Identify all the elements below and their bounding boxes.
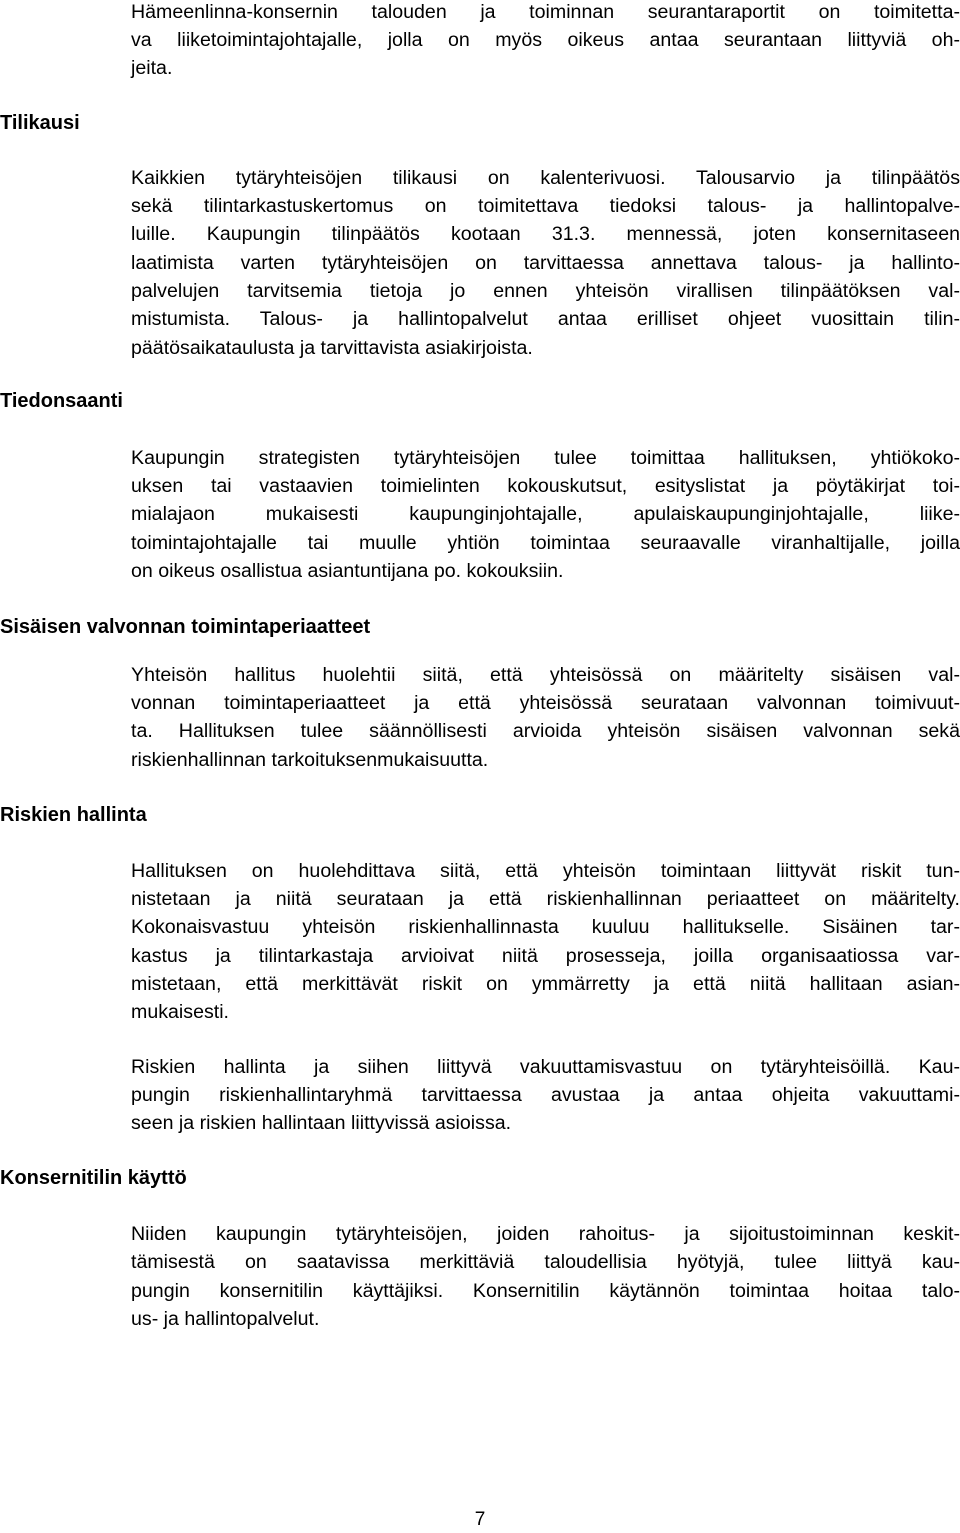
text-line: vonnan toimintaperiaatteet ja että yhteisössä seurataan valvonnan toimivuut- (131, 692, 960, 714)
text-line: Hämeenlinna-konsernin talouden ja toiminnan seurantaraportit on toimitetta- (131, 1, 960, 23)
text-line: toimintajohtajalle tai muulle yhtiön toimintaa seuraavalle viranhaltijalle, joilla (131, 532, 960, 554)
text-line: pungin konsernitilin käyttäjiksi. Konsernitilin käytännön toimintaa hoitaa talo- (131, 1280, 960, 1302)
text-line: seen ja riskien hallintaan liittyvissä asioissa. (131, 1112, 512, 1134)
text-line: riskienhallinnan tarkoituksenmukaisuutta. (131, 749, 489, 771)
text-line: tämisestä on saatavissa merkittäviä taloudellisia hyötyjä, tulee liittyä kau- (131, 1251, 960, 1273)
text-line: us- ja hallintopalvelut. (131, 1308, 320, 1330)
text-line: nistetaan ja niitä seurataan ja että riskienhallinnan periaatteet on määritelty. (131, 888, 960, 910)
text-line: päätösaikataulusta ja tarvittavista asiakirjoista. (131, 337, 533, 359)
text-line: jeita. (131, 57, 173, 79)
section-heading-riskien-hallinta: Riskien hallinta (0, 804, 147, 826)
text-line: mistetaan, että merkittävät riskit on ymmärretty ja että niitä hallitaan asian- (131, 973, 960, 995)
text-line: va liiketoimintajohtajalle, jolla on myös oikeus antaa seurantaan liittyviä oh- (131, 29, 960, 51)
text-line: mistumista. Talous- ja hallintopalvelut antaa erilliset ohjeet vuosittain tilin- (131, 308, 960, 330)
page-number: 7 (474, 1509, 486, 1530)
text-line: luille. Kaupungin tilinpäätös kootaan 31.3. mennessä, joten konsernitaseen (131, 223, 960, 245)
text-line: laatimista varten tytäryhteisöjen on tarvittaessa annettava talous- ja hallinto- (131, 252, 960, 274)
text-line: ta. Hallituksen tulee säännöllisesti arvioida yhteisön sisäisen valvonnan sekä (131, 720, 960, 742)
section-heading-tiedonsaanti: Tiedonsaanti (0, 390, 123, 412)
text-line: Kaikkien tytäryhteisöjen tilikausi on kalenterivuosi. Talousarvio ja tilinpäätös (131, 167, 960, 189)
text-line: palvelujen tarvitsemia tietoja jo ennen yhteisön virallisen tilinpäätöksen val- (131, 280, 960, 302)
text-line: kastus ja tilintarkastaja arvioivat niitä prosesseja, joilla organisaatiossa var- (131, 945, 960, 967)
text-line: Riskien hallinta ja siihen liittyvä vakuuttamisvastuu on tytäryhteisöillä. Kau- (131, 1056, 960, 1078)
text-line: Niiden kaupungin tytäryhteisöjen, joiden rahoitus- ja sijoitustoiminnan keskit- (131, 1223, 960, 1245)
text-line: Kaupungin strategisten tytäryhteisöjen tulee toimittaa hallituksen, yhtiökoko- (131, 447, 960, 469)
section-heading-konsernitili: Konsernitilin käyttö (0, 1167, 187, 1189)
text-line: mialajaon mukaisesti kaupunginjohtajalle, apulaiskaupunginjohtajalle, liike- (131, 503, 960, 525)
text-line: sekä tilintarkastuskertomus on toimitettava tiedoksi talous- ja hallintopalve- (131, 195, 960, 217)
text-line: uksen tai vastaavien toimielinten kokouskutsut, esityslistat ja pöytäkirjat toi- (131, 475, 960, 497)
text-line: pungin riskienhallintaryhmä tarvittaessa avustaa ja antaa ohjeita vakuuttami- (131, 1084, 960, 1106)
text-line: Hallituksen on huolehdittava siitä, että yhteisön toimintaan liittyvät riskit tun- (131, 860, 960, 882)
text-line: mukaisesti. (131, 1001, 229, 1023)
section-heading-sisainen-valvonta: Sisäisen valvonnan toimintaperiaatteet (0, 616, 371, 638)
section-heading-tilikausi: Tilikausi (0, 112, 80, 134)
text-line: Kokonaisvastuu yhteisön riskienhallinnasta kuuluu hallitukselle. Sisäinen tar- (131, 916, 960, 938)
text-line: on oikeus osallistua asiantuntijana po. kokouksiin. (131, 560, 564, 582)
text-line: Yhteisön hallitus huolehtii siitä, että yhteisössä on määritelty sisäisen val- (131, 664, 960, 686)
